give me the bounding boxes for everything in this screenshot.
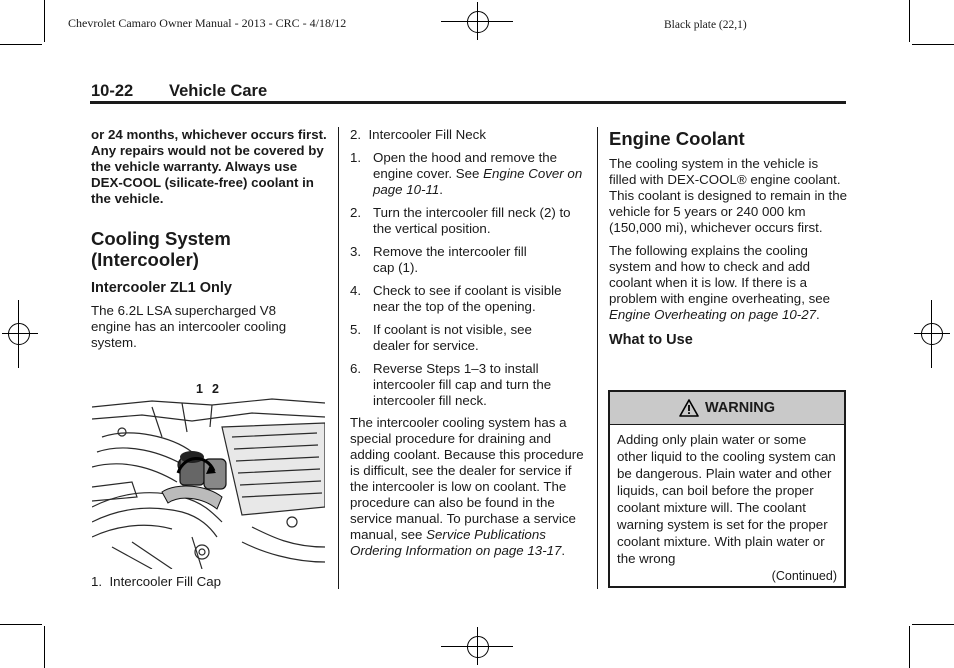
intercooler-engine-illustration: [92, 397, 325, 569]
warning-text: Adding only plain water or some other liquid to the cooling system can be dangerous. Plain water and other liquids, can boil before the proper coolant mixture will. The coolant warning system is set for the proper coolant mixture. With plain water or the wrong: [617, 432, 836, 566]
crop-mark: [909, 626, 910, 668]
crop-mark: [44, 626, 45, 668]
warning-header: [610, 392, 844, 425]
what-to-use-heading: What to Use: [609, 332, 693, 348]
coolant-intro-paragraph: The cooling system in the vehicle is filled with DEX-COOL® engine coolant. This coolant is designed to remain in the vehicle for 5 years or 240 000 km (150,000 mi), whichever occurs first.: [609, 156, 848, 235]
column-3: [609, 127, 847, 349]
coolant-check-paragraph: The following explains the cooling system and how to check and add coolant when it is low. If there is a problem with engine overheating, see Engine Overheating on page 10-27.: [609, 243, 831, 322]
crop-mark: [909, 0, 910, 42]
step-item: 4. Check to see if coolant is visible near the top of the opening.: [350, 283, 562, 314]
crop-mark: [912, 624, 954, 625]
page-number: 10-22: [91, 82, 134, 100]
manual-title: Chevrolet Camaro Owner Manual - 2013 - CRC - 4/18/12: [68, 16, 347, 30]
zl1-text: The 6.2L LSA supercharged V8 engine has an intercooler cooling system.: [91, 303, 287, 350]
intro-warning-text: or 24 months, whichever occurs first. Any repairs would not be covered by the vehicle warranty. Always use DEX-COOL (silicate-free) coolant in the vehicle.: [91, 127, 327, 206]
plate-label: Black plate (22,1): [664, 19, 747, 31]
procedure-steps: [350, 150, 588, 409]
step-item: 6. Reverse Steps 1–3 to install intercooler fill cap and turn the intercooler fill neck.: [350, 361, 552, 408]
warning-title: WARNING: [704, 400, 776, 416]
cooling-system-heading: Cooling System (Intercooler): [91, 228, 231, 270]
crop-mark: [0, 624, 42, 625]
column-2: [350, 127, 588, 559]
step-item: 2. Turn the intercooler fill neck (2) to the vertical position.: [350, 205, 571, 236]
warning-triangle-icon: [679, 399, 699, 417]
intercooler-procedure-paragraph: The intercooler cooling system has a special procedure for draining and adding coolant. Because this procedure is difficult, see the dealer for service if the intercooler is low on coolant. The procedure can also be found in the service manual. To purchase a service manual, see Service Publications Ordering Information on page 13-17.: [350, 415, 584, 558]
cross-reference-link[interactable]: Service Publications Ordering Information on page 13-17: [350, 527, 562, 558]
header-rule: [90, 101, 846, 104]
cross-reference-link[interactable]: Engine Overheating on page 10-27: [609, 307, 816, 322]
column-1: [91, 127, 327, 351]
legend-item-2: 2. Intercooler Fill Neck: [350, 127, 486, 142]
warning-box: [608, 390, 846, 588]
figure-caption: 1. Intercooler Fill Cap: [91, 574, 222, 589]
crop-mark: [912, 44, 954, 45]
crop-mark: [0, 44, 42, 45]
step-item: 3. Remove the intercooler fill cap (1).: [350, 244, 527, 275]
continued-label: (Continued): [771, 569, 837, 583]
callout-2: 2: [212, 382, 219, 396]
section-title: Vehicle Care: [169, 82, 268, 100]
zl1-heading: Intercooler ZL1 Only: [91, 280, 232, 296]
cross-reference-link[interactable]: Engine Cover on page 10-11: [373, 166, 583, 197]
step-item: 5. If coolant is not visible, see dealer for service.: [350, 322, 532, 353]
engine-coolant-heading: Engine Coolant: [609, 128, 745, 149]
column-divider: [338, 127, 339, 589]
column-divider: [597, 127, 598, 589]
callout-1: 1: [196, 382, 203, 396]
crop-mark: [44, 0, 45, 42]
step-item: 1. Open the hood and remove the engine cover. See Engine Cover on page 10-11.: [350, 150, 583, 197]
